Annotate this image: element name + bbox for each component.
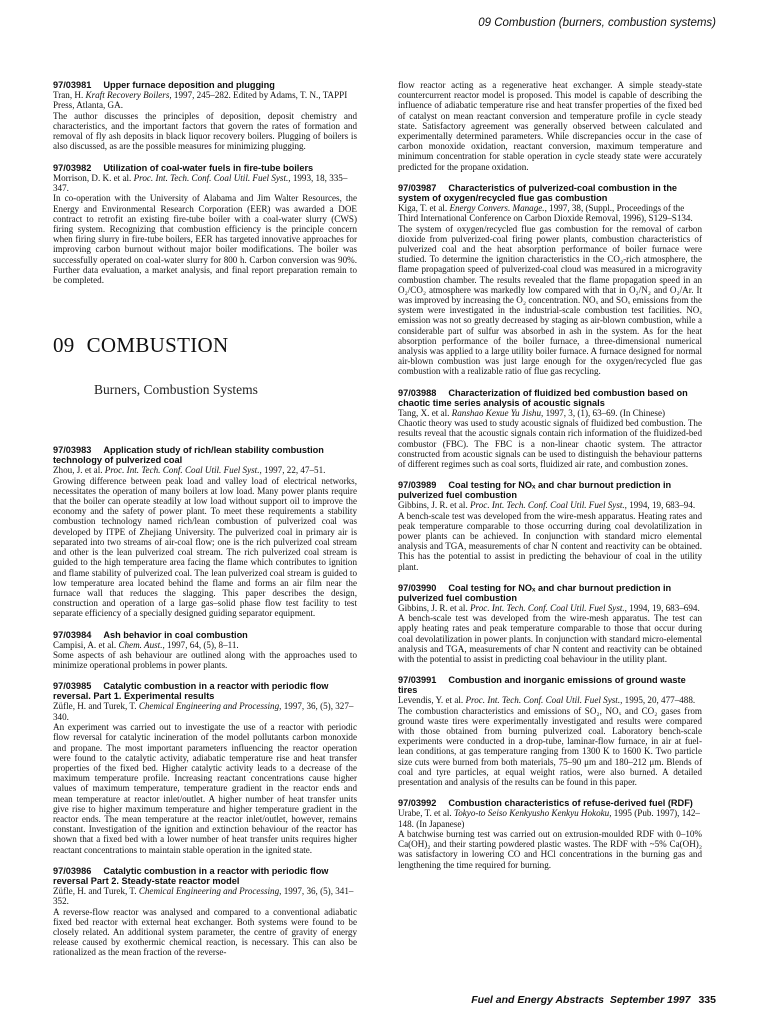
entry-authors: Züfle, H. and Turek, T. xyxy=(53,885,137,896)
entry-heading xyxy=(398,388,702,408)
entry-details: 1997, 36, (5), 341–352. xyxy=(53,885,354,907)
abstract-entry xyxy=(53,866,357,958)
entry-abstract: A batchwise burning test was carried out on extrusion-moulded RDF with 0–10% Ca(OH)₂ and their starting powdered plastic wastes. The RDF with ~5% Ca(OH)₂ was satisfactory in lowering CO and HCl concentrations in the burning gas and lengthening the time required for burning. xyxy=(398,829,702,870)
entry-abstract: The system of oxygen/recycled flue gas combustion for the removal of carbon dioxide from pulverized-coal firing power plants, combustion characteristics of pulverized coal and the heat absorption performance of boiler furnace were studied. To determine the ignition characteristics in the CO₂-rich atmosphere, the flame propagation speed of pulverized-coal cloud was measured in a microgravity combustion chamber. The results revealed that the flame propagation speed in an O₂/CO₂ atmosphere was markedly low compared with that in O₂/N₂ and O₂/Ar. It was improved by increasing the O₂ concentration. NOₓ and SOₓ emissions from the system were investigated in the industrial-scale combustion test facilities. NOₓ emission was not so greatly decreased by staging as air-blown combustion, while a considerable part of sulfur was absorbed in ash in the system. As for the heat absorption performance of the boiler furnace, a three-dimensional numerical analysis was applied to a large utility boiler furnace. A furnace designed for normal air-blown combustion was just large enough for the oxygen/recycled flue gas combustion with a realizable ratio of flue gas recycling. xyxy=(398,223,702,377)
entry-authors: Levendis, Y. et al. xyxy=(398,695,464,706)
entry-citation xyxy=(53,886,357,907)
section-heading xyxy=(53,333,357,358)
entry-authors: Kiga, T. et al. xyxy=(398,202,448,213)
entry-id: 97/03981 xyxy=(53,80,92,90)
entry-heading xyxy=(53,681,357,701)
entry-id: 97/03984 xyxy=(53,629,92,640)
entry-authors: Campisi, A. et al. xyxy=(53,639,117,650)
entry-title: Combustion and inorganic emissions of ground waste tires xyxy=(398,675,686,696)
entry-title: Coal testing for NOₓ and char burnout prediction in pulverized fuel combustion xyxy=(398,480,672,501)
entry-abstract: Some aspects of ash behaviour are outlined along with the approaches used to minimize operational problems in power plants. xyxy=(53,649,357,671)
entry-id: 97/03989 xyxy=(398,480,437,491)
entry-heading xyxy=(53,163,357,173)
left-top-entries xyxy=(53,80,357,285)
abstract-entry xyxy=(53,445,357,618)
entry-title: Upper furnace deposition and plugging xyxy=(103,80,275,90)
entry-source: Kraft Recovery Boilers, xyxy=(85,90,172,100)
abstract-entry xyxy=(53,630,357,671)
entry-details: 1997, 36, (5), 327–340. xyxy=(53,701,354,722)
entry-citation xyxy=(398,808,702,829)
continued-abstract: flow reactor acting as a regenerative heat exchanger. A simple steady-state countercurrent reactor model is proposed. This model is capable of describing the influence of adiabatic temperature rise and heat transfer properties of the fixed bed of catalyst on mean reactant conversion and temperature profile in cycle steady state. Satisfactory agreement was generally observed between calculated and experimentally determined parameters. While discrepancies occur in the case of carbon monoxide oxidation, reactant conversion, maximum temperature and minimum concentration for stable operation in cycle steady state were accurately predicted for the propane oxidation. xyxy=(398,80,702,172)
abstract-continuation xyxy=(398,80,702,172)
entry-details: 1995 (Pub. 1997), 142–148. (In Japanese) xyxy=(398,808,700,829)
entry-details: 1997, 245–282. Edited by Adams, T. N., TAPPI Press, Atlanta, GA. xyxy=(53,90,348,111)
entry-details: 1993, 18, 335–347. xyxy=(53,172,348,194)
entry-heading xyxy=(53,630,357,640)
entry-title: Characteristics of pulverized-coal combustion in the system of oxygen/recycled flue gas combustion xyxy=(398,182,678,203)
footer-date: September 1997 xyxy=(609,994,691,1006)
entry-details: 1994, 19, 683–94. xyxy=(629,500,696,511)
abstract-entry xyxy=(398,798,702,870)
abstract-entry xyxy=(398,675,702,787)
entry-details: 1997, 22, 47–51. xyxy=(264,465,326,476)
entry-heading xyxy=(53,866,357,886)
entry-citation xyxy=(398,603,702,613)
entry-citation xyxy=(398,408,702,418)
entry-title: Coal testing for NOₓ and char burnout prediction in pulverized fuel combustion xyxy=(398,582,672,603)
entry-citation xyxy=(53,465,357,475)
entry-authors: Gibbins, J. R. et al. xyxy=(398,602,468,613)
entry-abstract: Chaotic theory was used to study acoustic signals of fluidized bed combustion. The results reveal that the acoustic signals contain rich information of the fluidized-bed combustor (FBC). The FBC is a non-linear chaotic system. The attractor constructed from acoustic signals can be used to distinguish the behaviour patterns of different regimes such as coal sorts, fluidized air rate, and combustion zones. xyxy=(398,418,702,469)
entry-abstract: Growing difference between peak load and valley load of electrical networks, necessitates the operation of many boilers at low load. Many power plants require that the boiler can operate steadily at low load without support oil to improve the economy and the safety of power plant. To meet these requirements a stability combustion technology named rich/lean combustion of pulverized coal was developed by ITPE of Zhejiang University. The pulverized coal in primary air is separated into two streams of air-coal flow; one is the rich pulverized coal stream and other is the lean pulverized coal stream. The rich pulverized coal stream is guided to the high temperature area facing the flame which contributes to ignition and flame stability of pulverized coal. The lean pulverized coal stream is guided to low temperature area located behind the flame and forms an air film near the furnace wall that reduces the slagging. This paper describes the design, construction and operation of a large gas–solid phase flow test facility to test separate efficiency of a specially designed guiding separator equipment. xyxy=(53,475,357,619)
entry-authors: Gibbins, J. R. et al. xyxy=(398,500,468,511)
entry-source: Chem. Aust., xyxy=(118,639,165,650)
entry-source: Ranshao Kexue Yu Jishu, xyxy=(451,407,544,418)
entry-authors: Zhou, J. et al. xyxy=(53,465,103,476)
entry-source: Tokyo-to Seiso Kenkyusho Kenkyu Hokoku, xyxy=(453,808,612,819)
entry-heading xyxy=(53,80,357,90)
entry-heading xyxy=(398,583,702,603)
entry-authors: Tran, H. xyxy=(53,90,84,100)
entry-authors: Tang, X. et al. xyxy=(398,407,450,418)
footer-journal: Fuel and Energy Abstracts xyxy=(471,994,604,1006)
entry-id: 97/03990 xyxy=(398,582,437,593)
abstract-entry xyxy=(398,480,702,572)
left-bottom-entries xyxy=(53,445,357,957)
section-number: 09 xyxy=(53,333,75,358)
entry-heading xyxy=(398,798,702,808)
entry-source: Chemical Engineering and Processing, xyxy=(138,885,282,896)
entry-title: Ash behavior in coal combustion xyxy=(103,629,248,640)
entry-heading xyxy=(398,675,702,695)
section-title: COMBUSTION xyxy=(86,333,229,358)
entry-title: Combustion characteristics of refuse-derived fuel (RDF) xyxy=(448,798,693,809)
entry-details: 1994, 19, 683–694. xyxy=(629,602,700,613)
entry-title: Characterization of fluidized bed combustion based on chaotic time series analysis of acoustic signals xyxy=(398,387,688,408)
section-subtitle: Burners, Combustion Systems xyxy=(94,382,258,398)
entry-details: 1997, 64, (5), 8–11. xyxy=(167,639,239,650)
left-column xyxy=(53,80,357,969)
entry-title: Utilization of coal-water fuels in fire-tube boilers xyxy=(103,162,314,173)
entry-abstract: In co-operation with the University of Alabama and Jim Walter Resources, the Energy and Environmental Research Corporation (EER) was awarded a DOE contract to retrofit an existing fire-tube boiler with a coal-water slurry (CWS) firing system. Recognizing that combustion efficiency is the principle concern when firing slurry in fire-tube boilers, EER has targeted innovative approaches for improving carbon burnout without major boiler modifications. The boiler was successfully operated on coal-water slurry for 800 h. Carbon conversion was 90%. Further data evaluation, a market analysis, and final report preparation remain to be completed. xyxy=(53,193,357,286)
entry-authors: Morrison, D. K. et al. xyxy=(53,172,132,183)
entry-citation xyxy=(398,203,702,224)
page-footer xyxy=(471,994,716,1006)
entry-citation xyxy=(398,500,702,510)
entry-citation xyxy=(398,695,702,705)
entry-abstract: The combustion characteristics and emissions of SO₂, NOₓ and CO₂ gases from ground waste tires were experimentally investigated and results were compared with those obtained from burning pulverized coal. Laboratory bench-scale experiments were conducted in a drop-tube, laminar-flow furnace, in air at fuel-lean conditions, at gas temperature ranging from 1300 K to 1600 K. Two particle size cuts were burned from both materials, 75–90 μm and 180–212 μm. Blends of coal and tyre particles, at equal weight ratios, were also burned. A detailed presentation and analysis of the results can be found in this paper. xyxy=(398,705,702,787)
entry-source: Proc. Int. Tech. Conf. Coal Util. Fuel Syst., xyxy=(470,500,627,511)
entry-citation xyxy=(53,173,357,194)
abstract-entry xyxy=(398,583,702,664)
entry-heading xyxy=(398,480,702,500)
entry-source: Energy Convers. Manage., xyxy=(449,202,547,213)
entry-abstract: A bench-scale test was developed from the wire-mesh apparatus. Heating rates and peak temperature comparable to those occurring during coal devolatilization in power plants can be achieved. In conjunction with standard micro elemental analysis and TGA, measurements of char N content and reactivity can be obtained. This has the potential to assist in predicting the behaviour of coal in the utility plant. xyxy=(398,510,702,572)
abstract-entry xyxy=(53,163,357,286)
entry-id: 97/03986 xyxy=(53,865,92,876)
entry-source: Proc. Int. Tech. Conf. Coal Util. Fuel Syst., xyxy=(465,695,623,706)
entry-authors: Züfle, H. and Turek, T. xyxy=(53,701,137,712)
entry-details: 1997, 3, (1), 63–69. (In Chinese) xyxy=(545,407,666,418)
entry-heading xyxy=(53,445,357,465)
entry-title: Catalytic combustion in a reactor with periodic flow reversal. Part 1. Experimental results xyxy=(53,681,329,702)
entry-citation xyxy=(53,640,357,650)
entry-citation xyxy=(53,701,357,722)
entry-source: Proc. Int. Tech. Conf. Coal Util. Fuel Syst., xyxy=(470,602,627,613)
page-number: 335 xyxy=(698,994,716,1006)
abstract-entry xyxy=(53,681,357,854)
entry-source: Proc. Int. Tech. Conf. Coal Util. Fuel Syst., xyxy=(104,465,262,476)
running-head: 09 Combustion (burners, combustion systems) xyxy=(478,17,716,29)
entry-id: 97/03988 xyxy=(398,387,437,398)
entry-details: 1995, 20, 477–488. xyxy=(624,695,696,706)
entry-abstract: A bench-scale test was developed from the wire-mesh apparatus. The test can apply heating rates and peak temperature comparable to those that occur during coal devolatilization in power plants. In conjunction with standard micro-elemental analysis and TGA, measurements of char N content and reactivity can be obtained with the potential to assist in predicting coal behaviour in the utility plant. xyxy=(398,613,702,664)
entry-title: Catalytic combustion in a reactor with periodic flow reversal Part 2. Steady-state reactor model xyxy=(53,865,329,886)
entry-source: Chemical Engineering and Processing, xyxy=(138,701,282,712)
entry-heading xyxy=(398,183,702,203)
entry-abstract: A reverse-flow reactor was analysed and compared to a conventional adiabatic fixed bed reactor with external heat exchanger. Both systems were found to be closely related. An additional system parameter, the centre of gravity of energy release caused by exothermic chemical reaction, is necessary. This can also be rationalized as the mean fraction of the reverse- xyxy=(53,906,357,958)
entry-source: Proc. Int. Tech. Conf. Coal Util. Fuel Syst., xyxy=(133,172,291,183)
abstract-entry xyxy=(398,183,702,377)
entry-abstract: The author discusses the principles of deposition, deposit chemistry and characteristics, and the important factors that govern the rates of formation and removal of fly ash deposits in black liquor recovery boilers. Plugging of boilers is also discussed, as are the possible measures for minimizing plugging. xyxy=(53,110,357,152)
entry-id: 97/03987 xyxy=(398,182,437,193)
right-column xyxy=(398,80,702,881)
entry-id: 97/03991 xyxy=(398,675,437,686)
entry-abstract: An experiment was carried out to investigate the use of a reactor with periodic flow reversal for catalytic incineration of the model pollutants carbon monoxide and propane. The most important parameters influencing the reactor operation were found to the catalytic activity, adiabatic temperature rise and heat transfer properties of the fixed bed. Higher catalytic activity leads to a decrease of the maximum temperature profile. Increasing reactant concentrations cause higher values of maximum temperature, temperature gradient in the reactor ends and mean temperature at reactor inlet/outlet. A higher number of heat transfer units give rise to higher maximum temperature and higher temperature gradient in the reactor ends. The mean temperature at the reactor inlet/outlet, however, remains constant. Investigation of the ignition and extinction behaviour of the reactor has shown that a fixed bed with a lower number of heat transfer units requires higher reactant concentrations to maintain stable operation in the ignited state. xyxy=(53,722,357,855)
entry-details: 1997, 38, (Suppl., Proceedings of the Third International Conference on Carbon Dioxide Removal, 1996), S129–S134. xyxy=(398,202,693,224)
entry-id: 97/03985 xyxy=(53,681,92,692)
entry-id: 97/03983 xyxy=(53,445,92,456)
entry-id: 97/03992 xyxy=(398,798,437,809)
abstract-entry xyxy=(53,80,357,152)
abstract-entry xyxy=(398,388,702,469)
entry-id: 97/03982 xyxy=(53,162,92,173)
entry-citation xyxy=(53,90,357,111)
entry-authors: Urabe, T. et al. xyxy=(398,808,452,819)
entry-title: Application study of rich/lean stability combustion technology of pulverized coal xyxy=(53,445,324,466)
